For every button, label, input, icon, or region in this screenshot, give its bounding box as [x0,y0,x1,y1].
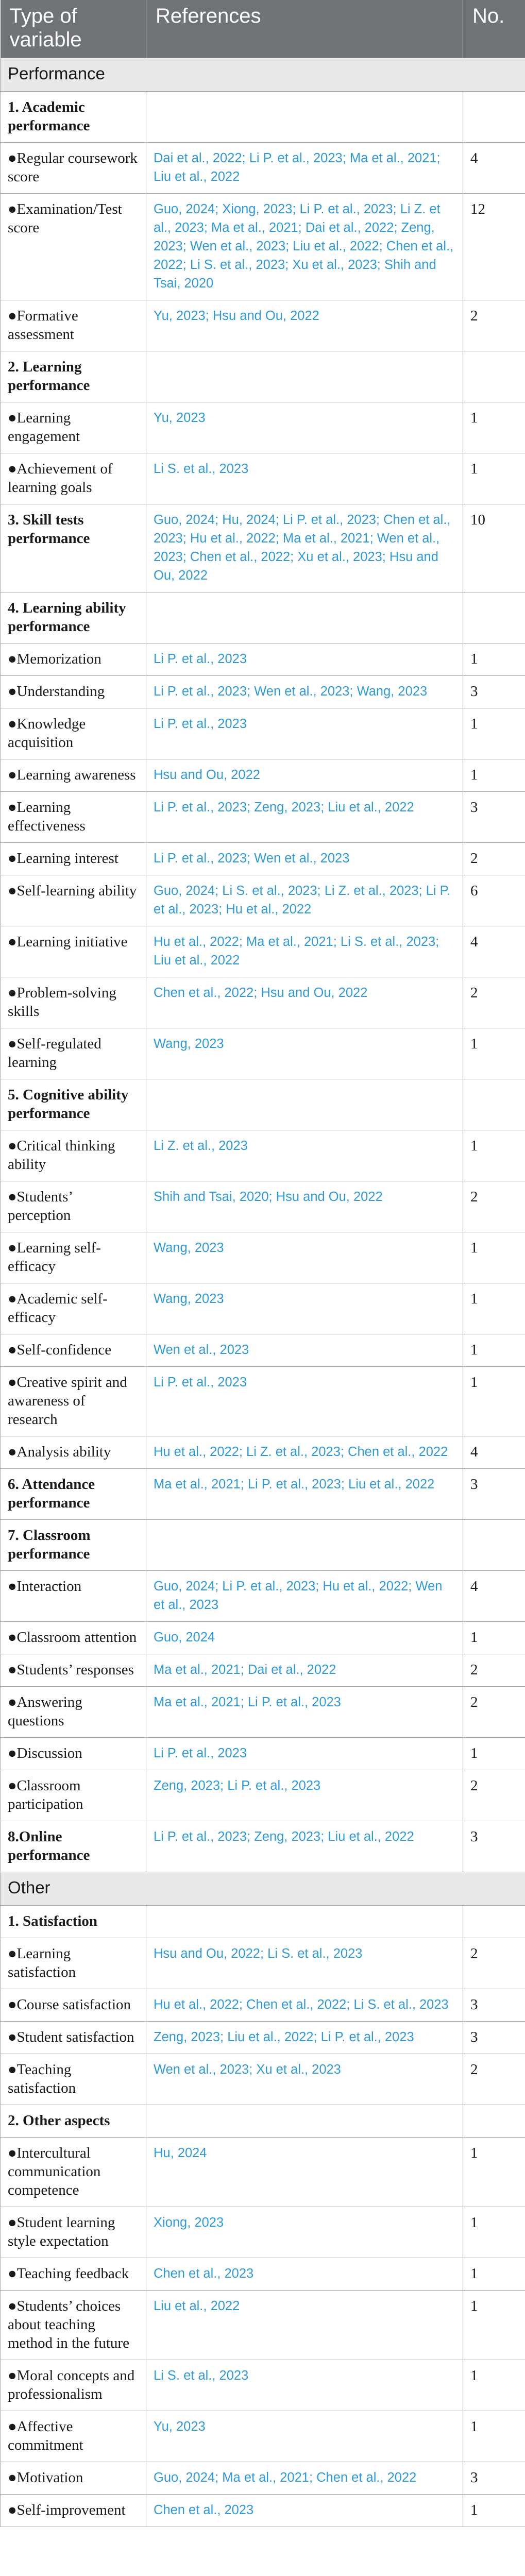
reference-count: 1 [463,2207,525,2258]
variable-label: ●Understanding [1,676,146,708]
reference-count: 1 [463,1738,525,1770]
reference-count: 3 [463,1989,525,2022]
variable-label: ●Critical thinking ability [1,1130,146,1181]
variable-label: ●Regular coursework score [1,143,146,194]
reference-links[interactable]: Hsu and Ou, 2022; Li S. et al., 2023 [146,1938,463,1989]
variable-label: 1. Satisfaction [1,1906,146,1938]
reference-count [463,592,525,643]
reference-links[interactable]: Zeng, 2023; Liu et al., 2022; Li P. et al., 2023 [146,2022,463,2054]
category-row [1,351,525,402]
subcategory-row [1,977,525,1028]
reference-count: 1 [463,2291,525,2360]
reference-count: 1 [463,453,525,504]
variable-label: 2. Other aspects [1,2105,146,2138]
subcategory-row [1,1232,525,1283]
variable-label: ●Discussion [1,1738,146,1770]
reference-count: 1 [463,1232,525,1283]
reference-count: 4 [463,926,525,977]
reference-count: 3 [463,2022,525,2054]
reference-count: 1 [463,1367,525,1436]
variable-label: 5. Cognitive ability performance [1,1079,146,1130]
variable-label: ●Teaching satisfaction [1,2054,146,2105]
reference-links[interactable]: Li S. et al., 2023 [146,453,463,504]
subcategory-row [1,2258,525,2291]
header-row [1,0,525,58]
reference-links[interactable]: Chen et al., 2022; Hsu and Ou, 2022 [146,977,463,1028]
header-type-of-variable: Type of variable [1,0,146,58]
variable-label: ●Examination/Test score [1,194,146,300]
section-label: Other [1,1872,525,1906]
reference-links [146,2105,463,2138]
reference-count: 1 [463,2360,525,2411]
reference-count: 1 [463,1028,525,1079]
reference-count: 2 [463,300,525,351]
reference-links[interactable]: Ma et al., 2021; Li P. et al., 2023; Liu et al., 2022 [146,1469,463,1520]
reference-links[interactable]: Yu, 2023 [146,2411,463,2462]
variable-label: ●Learning interest [1,843,146,875]
reference-count: 1 [463,759,525,792]
subcategory-row [1,1989,525,2022]
reference-count [463,2105,525,2138]
variable-label: ●Student learning style expectation [1,2207,146,2258]
variable-label: ●Affective commitment [1,2411,146,2462]
variable-label: ●Knowledge acquisition [1,708,146,759]
reference-links [146,92,463,143]
variable-label: ●Students’ responses [1,1654,146,1687]
subcategory-row [1,453,525,504]
section-header-row [1,1872,525,1906]
subcategory-row [1,2462,525,2495]
reference-links[interactable]: Li P. et al., 2023; Wen et al., 2023; Wang, 2023 [146,676,463,708]
reference-count [463,351,525,402]
variable-label: ●Learning self-efficacy [1,1232,146,1283]
reference-links[interactable]: Guo, 2024; Li P. et al., 2023; Hu et al., 2022; Wen et al., 2023 [146,1571,463,1622]
variable-label: ●Students’ perception [1,1181,146,1232]
reference-count: 2 [463,1687,525,1738]
reference-links[interactable]: Hsu and Ou, 2022 [146,759,463,792]
reference-count: 1 [463,1130,525,1181]
reference-links [146,592,463,643]
reference-count: 1 [463,1283,525,1334]
reference-count: 1 [463,2411,525,2462]
subcategory-row [1,708,525,759]
reference-links[interactable]: Wang, 2023 [146,1232,463,1283]
section-header-row [1,58,525,92]
reference-links[interactable]: Guo, 2024; Li S. et al., 2023; Li Z. et al., 2023; Li P. et al., 2023; Hu et al., 2022 [146,875,463,926]
reference-links[interactable]: Yu, 2023 [146,402,463,453]
variable-label: ●Moral concepts and professionalism [1,2360,146,2411]
reference-count: 4 [463,143,525,194]
category-row [1,92,525,143]
subcategory-row [1,1130,525,1181]
variable-label: ●Self-regulated learning [1,1028,146,1079]
subcategory-row [1,1283,525,1334]
subcategory-row [1,2411,525,2462]
variable-label: ●Interaction [1,1571,146,1622]
variable-label: 1. Academic performance [1,92,146,143]
variable-label: 7. Classroom performance [1,1520,146,1571]
subcategory-row [1,1622,525,1654]
variable-label: ●Learning satisfaction [1,1938,146,1989]
reference-count: 4 [463,1571,525,1622]
subcategory-row [1,2022,525,2054]
reference-links[interactable]: Shih and Tsai, 2020; Hsu and Ou, 2022 [146,1181,463,1232]
variable-label: ●Learning engagement [1,402,146,453]
table-body [1,58,525,2527]
subcategory-row [1,1571,525,1622]
variable-label: ●Intercultural communication competence [1,2138,146,2207]
reference-links[interactable]: Yu, 2023; Hsu and Ou, 2022 [146,300,463,351]
subcategory-row [1,2207,525,2258]
reference-count: 3 [463,676,525,708]
category-row [1,592,525,643]
reference-links [146,1079,463,1130]
variable-label: ●Formative assessment [1,300,146,351]
reference-links[interactable]: Zeng, 2023; Li P. et al., 2023 [146,1770,463,1821]
subcategory-row [1,143,525,194]
subcategory-row [1,1181,525,1232]
variable-label: ●Course satisfaction [1,1989,146,2022]
subcategory-row [1,1654,525,1687]
reference-links[interactable]: Guo, 2024 [146,1622,463,1654]
reference-links [146,1520,463,1571]
reference-count: 1 [463,2138,525,2207]
reference-count: 4 [463,1436,525,1469]
subcategory-row [1,2138,525,2207]
subcategory-row [1,1738,525,1770]
subcategory-row [1,926,525,977]
reference-count: 10 [463,504,525,592]
subcategory-row [1,402,525,453]
reference-links [146,1906,463,1938]
subcategory-row [1,1028,525,1079]
variable-label: ●Learning awareness [1,759,146,792]
reference-count: 1 [463,708,525,759]
variable-label: ●Creative spirit and awareness of research [1,1367,146,1436]
reference-count: 3 [463,2462,525,2495]
reference-links[interactable]: Wen et al., 2023; Xu et al., 2023 [146,2054,463,2105]
reference-count [463,1520,525,1571]
variable-label: ●Analysis ability [1,1436,146,1469]
reference-links[interactable]: Li P. et al., 2023 [146,1367,463,1436]
subcategory-row [1,792,525,843]
subcategory-row [1,2360,525,2411]
reference-links[interactable]: Li P. et al., 2023 [146,1738,463,1770]
variable-label: 4. Learning ability performance [1,592,146,643]
subcategory-row [1,194,525,300]
reference-links[interactable]: Xiong, 2023 [146,2207,463,2258]
variable-label: ●Learning effectiveness [1,792,146,843]
variable-label: 2. Learning performance [1,351,146,402]
reference-count: 2 [463,843,525,875]
reference-links[interactable]: Li P. et al., 2023 [146,643,463,676]
reference-links[interactable]: Liu et al., 2022 [146,2291,463,2360]
reference-links[interactable]: Guo, 2024; Xiong, 2023; Li P. et al., 2023; Li Z. et al., 2023; Ma et al., 2021; Dai et al., 2022; Zeng, 2023; Wen et al., 2023; Liu et al., 2022; Chen et al., 2022; Li S. et al., 2023; Xu et al., 2023; Shih and Tsai, 2020 [146,194,463,300]
reference-links[interactable]: Wang, 2023 [146,1283,463,1334]
reference-links[interactable]: Hu et al., 2022; Chen et al., 2022; Li S. et al., 2023 [146,1989,463,2022]
reference-links[interactable]: Hu et al., 2022; Ma et al., 2021; Li S. et al., 2023; Liu et al., 2022 [146,926,463,977]
variable-label: ●Classroom attention [1,1622,146,1654]
reference-count: 1 [463,402,525,453]
reference-links[interactable]: Hu et al., 2022; Li Z. et al., 2023; Chen et al., 2022 [146,1436,463,1469]
reference-count: 1 [463,2258,525,2291]
reference-links[interactable]: Ma et al., 2021; Dai et al., 2022 [146,1654,463,1687]
subcategory-row [1,843,525,875]
header-count: No. [463,0,525,58]
section-label: Performance [1,58,525,92]
category-row [1,1821,525,1872]
reference-links[interactable]: Guo, 2024; Ma et al., 2021; Chen et al., 2022 [146,2462,463,2495]
category-row [1,1520,525,1571]
reference-links[interactable]: Chen et al., 2023 [146,2495,463,2527]
reference-links[interactable]: Li P. et al., 2023; Wen et al., 2023 [146,843,463,875]
subcategory-row [1,1367,525,1436]
category-row [1,2105,525,2138]
subcategory-row [1,2291,525,2360]
subcategory-row [1,1687,525,1738]
reference-count: 1 [463,1334,525,1367]
variable-label: 8.Online performance [1,1821,146,1872]
subcategory-row [1,676,525,708]
reference-count: 3 [463,1821,525,1872]
reference-count [463,1079,525,1130]
reference-count [463,92,525,143]
reference-count: 2 [463,977,525,1028]
variable-label: ●Motivation [1,2462,146,2495]
variable-label: ●Student satisfaction [1,2022,146,2054]
subcategory-row [1,875,525,926]
subcategory-row [1,759,525,792]
reference-count: 2 [463,2054,525,2105]
subcategory-row [1,643,525,676]
reference-count: 1 [463,643,525,676]
variable-label: ●Learning initiative [1,926,146,977]
subcategory-row [1,2495,525,2527]
reference-count: 2 [463,1654,525,1687]
variable-label: ●Self-improvement [1,2495,146,2527]
reference-count: 3 [463,1469,525,1520]
subcategory-row [1,1938,525,1989]
variable-label: ●Classroom participation [1,1770,146,1821]
subcategory-row [1,1436,525,1469]
reference-links[interactable]: Wang, 2023 [146,1028,463,1079]
reference-links[interactable]: Guo, 2024; Hu, 2024; Li P. et al., 2023; Chen et al., 2023; Hu et al., 2022; Ma et al., 2021; Wen et al., 2023; Chen et al., 2022; Xu et al., 2023; Hsu and Ou, 2022 [146,504,463,592]
variable-label: ●Self-learning ability [1,875,146,926]
reference-count: 1 [463,2495,525,2527]
subcategory-row [1,1770,525,1821]
subcategory-row [1,1334,525,1367]
category-row [1,504,525,592]
reference-count: 3 [463,792,525,843]
reference-count: 6 [463,875,525,926]
variable-label: ●Students’ choices about teaching method in the future [1,2291,146,2360]
variable-label: ●Self-confidence [1,1334,146,1367]
reference-links[interactable]: Li S. et al., 2023 [146,2360,463,2411]
category-row [1,1906,525,1938]
variable-label: ●Teaching feedback [1,2258,146,2291]
reference-links[interactable]: Dai et al., 2022; Li P. et al., 2023; Ma et al., 2021; Liu et al., 2022 [146,143,463,194]
variable-label: ●Problem-solving skills [1,977,146,1028]
category-row [1,1469,525,1520]
variable-label: ●Memorization [1,643,146,676]
subcategory-row [1,2054,525,2105]
reference-links[interactable]: Ma et al., 2021; Li P. et al., 2023 [146,1687,463,1738]
reference-count: 2 [463,1181,525,1232]
subcategory-row [1,300,525,351]
reference-links [146,351,463,402]
variable-label: ●Answering questions [1,1687,146,1738]
variable-label: ●Academic self-efficacy [1,1283,146,1334]
reference-count: 2 [463,1938,525,1989]
reference-links[interactable]: Wen et al., 2023 [146,1334,463,1367]
reference-links[interactable]: Chen et al., 2023 [146,2258,463,2291]
reference-links[interactable]: Hu, 2024 [146,2138,463,2207]
reference-count [463,1906,525,1938]
reference-links[interactable]: Li P. et al., 2023; Zeng, 2023; Liu et al., 2022 [146,792,463,843]
variable-label: 6. Attendance performance [1,1469,146,1520]
category-row [1,1079,525,1130]
variable-label: ●Achievement of learning goals [1,453,146,504]
header-references: References [146,0,463,58]
reference-count: 12 [463,194,525,300]
reference-count: 2 [463,1770,525,1821]
variable-label: 3. Skill tests performance [1,504,146,592]
reference-links[interactable]: Li P. et al., 2023; Zeng, 2023; Liu et al., 2022 [146,1821,463,1872]
reference-links[interactable]: Li P. et al., 2023 [146,708,463,759]
reference-count: 1 [463,1622,525,1654]
reference-links[interactable]: Li Z. et al., 2023 [146,1130,463,1181]
